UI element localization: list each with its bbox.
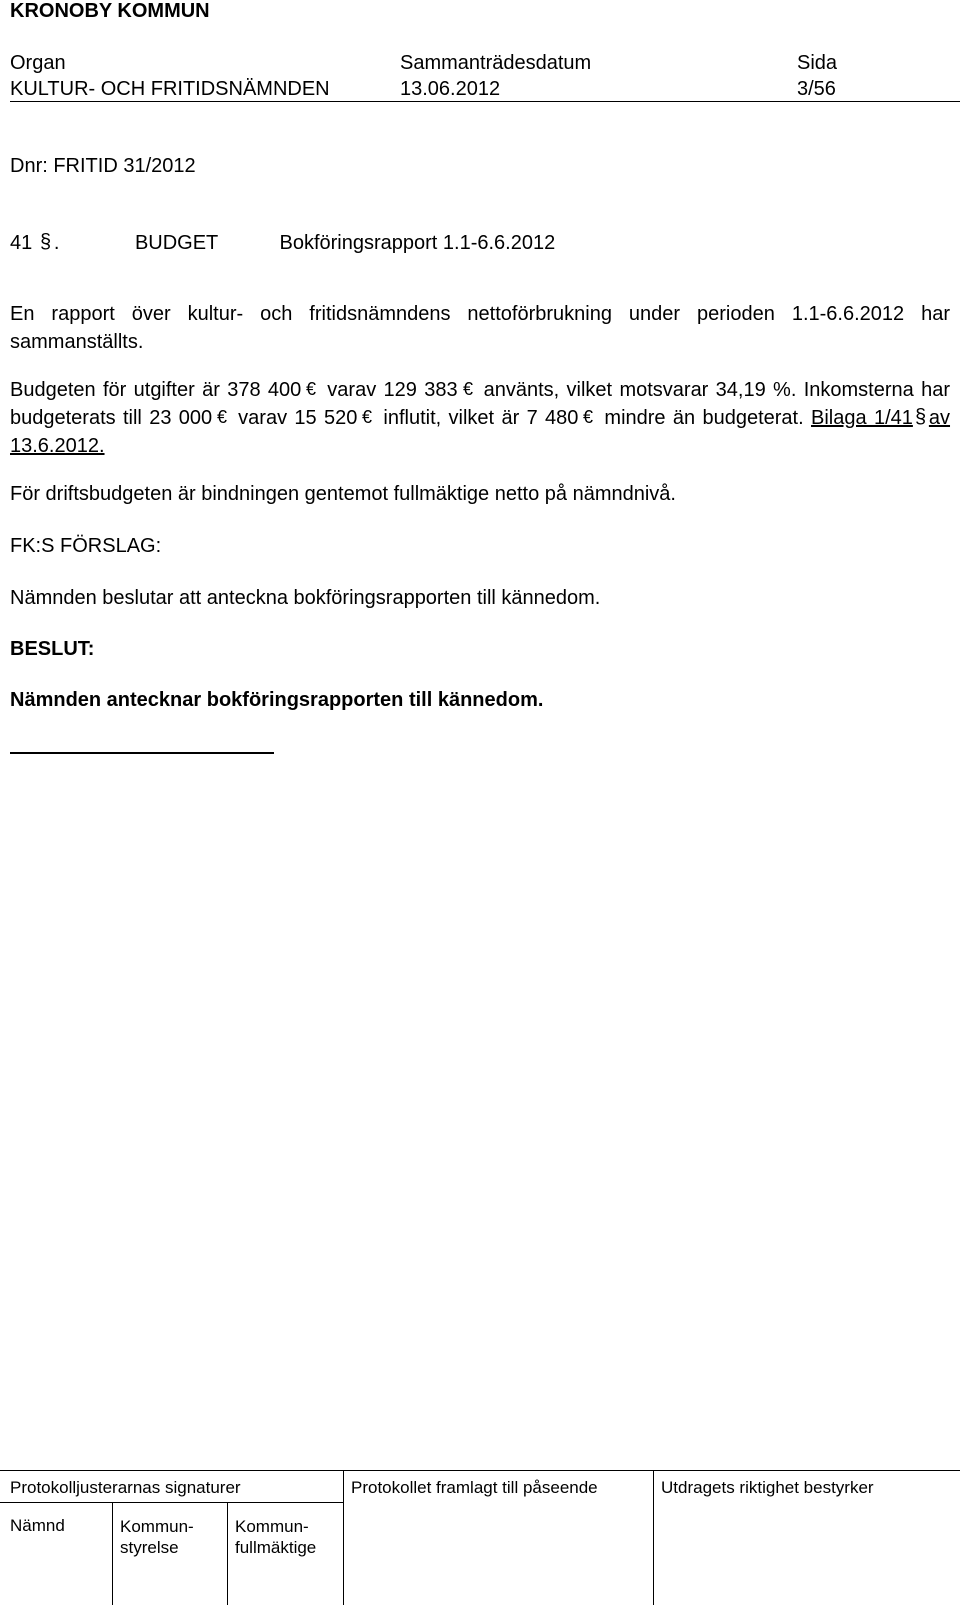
signature-fullmaktige: Kommun- fullmäktige [235, 1517, 317, 1557]
euro-icon [361, 408, 379, 426]
svg-text:€: € [217, 408, 228, 426]
decision-text: Nämnden antecknar bokföringsrapporten till kännedom. [10, 689, 544, 711]
page-label: Sida [797, 52, 838, 74]
svg-text:€: € [583, 408, 594, 426]
end-rule [10, 752, 274, 754]
item-heading [10, 232, 555, 255]
proposal-text: Nämnden beslutar att anteckna bokföringsrapporten till kännedom. [10, 587, 601, 609]
organ-label: Organ [10, 52, 66, 74]
footer-top-border [0, 1470, 960, 1471]
presented-label: Protokollet framlagt till påseende [351, 1478, 598, 1497]
footer-divider [112, 1502, 113, 1605]
svg-text:§: § [39, 232, 51, 252]
budget-used-text: varav 129 383 [327, 379, 458, 401]
municipality-name: KRONOBY KOMMUN [10, 0, 210, 22]
item-number: 41 [10, 232, 33, 254]
decision-heading: BESLUT: [10, 638, 95, 660]
item-punct: . [53, 232, 60, 254]
paragraph-budget [10, 376, 950, 460]
budget-shortfall-text: influtit, vilket är 7 480 [383, 407, 579, 429]
footer-divider [227, 1502, 228, 1605]
euro-icon [582, 408, 600, 426]
footer-divider [343, 1470, 344, 1605]
budget-income-text: använts, vilket motsvarar 34,19 %. Inkomsterna har budgeterats till 23 000 [10, 379, 951, 429]
item-title: Bokföringsrapport 1.1-6.6.2012 [279, 232, 556, 254]
section-sign-icon [40, 232, 52, 252]
organ-value: KULTUR- OCH FRITIDSNÄMNDEN [10, 78, 330, 100]
page-value: 3/56 [797, 78, 836, 100]
budget-received-text: varav 15 520 [238, 407, 358, 429]
certified-label: Utdragets riktighet bestyrker [661, 1478, 874, 1497]
euro-icon [462, 380, 480, 398]
footer-inner-border [0, 1502, 343, 1503]
svg-text:§: § [914, 407, 927, 427]
attachment-reference: Bilaga 1/41 § av 13.6.2012. [10, 407, 951, 457]
footer-signature-table [0, 1470, 960, 1605]
euro-icon [216, 408, 234, 426]
signatures-label: Protokolljusterarnas signaturer [10, 1478, 241, 1497]
item-category: BUDGET [134, 232, 218, 254]
section-sign-icon [915, 407, 927, 427]
svg-text:€: € [306, 380, 317, 398]
meeting-date-label: Sammanträdesdatum [400, 52, 592, 74]
meeting-date-value: 13.06.2012 [400, 78, 501, 100]
budget-conclusion-text: mindre än budgeterat. [604, 407, 804, 429]
paragraph-binding: För driftsbudgeten är bindningen gentemot fullmäktige netto på nämndnivå. [10, 483, 676, 505]
footer-divider [653, 1470, 654, 1605]
euro-icon [305, 380, 323, 398]
budget-expenses-text: Budgeten för utgifter är 378 400 [10, 379, 302, 401]
svg-text:€: € [462, 380, 473, 398]
header-divider [10, 101, 960, 102]
svg-text:€: € [362, 408, 373, 426]
dnr: Dnr: FRITID 31/2012 [10, 155, 196, 177]
proposal-heading: FK:S FÖRSLAG: [10, 535, 162, 557]
signature-namnd: Nämnd [10, 1516, 65, 1535]
paragraph-report: En rapport över kultur- och fritidsnämndens nettoförbrukning under perioden 1.1-6.6.2012 har sammanställts. [10, 303, 950, 353]
signature-kommunstyrelse: Kommun- styrelse [120, 1517, 194, 1557]
